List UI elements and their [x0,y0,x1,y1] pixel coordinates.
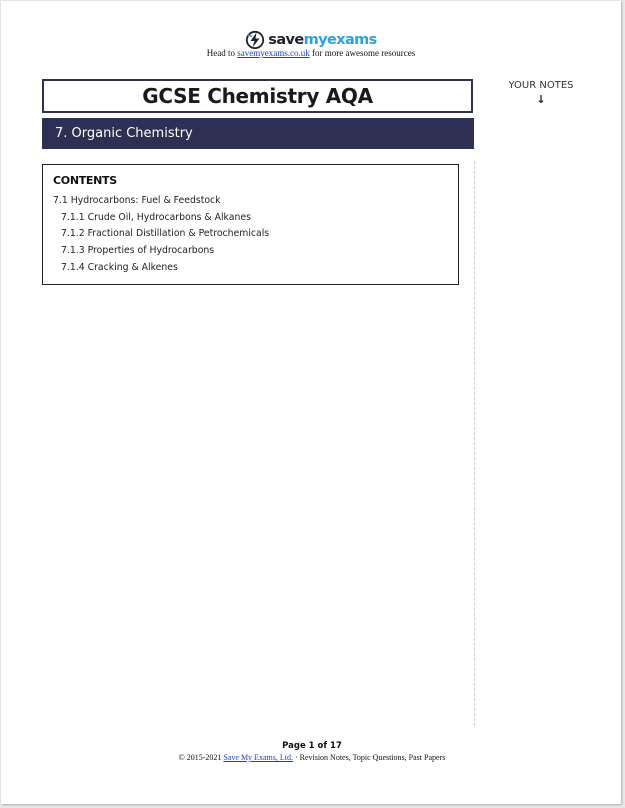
document-title: GCSE Chemistry AQA [142,84,373,108]
copyright-suffix: · Revision Notes, Topic Questions, Past Papers [294,753,446,762]
your-notes-label: YOUR NOTES [508,80,574,91]
section-title: 7. Organic Chemistry [55,126,193,141]
tagline-suffix: for more awesome resources [312,48,416,58]
page-number: Page 1 of 17 [282,741,342,751]
contents-box [42,164,459,285]
copyright-link[interactable]: Save My Exams, Ltd. [223,753,293,762]
logo-text [268,30,376,50]
contents-item[interactable]: 7.1 Hydrocarbons: Fuel & Feedstock [53,195,221,206]
logo-text-save: save [268,32,304,48]
logo-text-myexams: myexams [303,32,377,48]
tagline-prefix: Head to [206,48,236,58]
header-tagline [1,48,621,58]
contents-item[interactable]: 7.1.4 Cracking & Alkenes [61,261,178,273]
document-page [1,1,621,804]
contents-item[interactable]: 7.1.1 Crude Oil, Hydrocarbons & Alkanes [61,211,251,223]
contents-heading: CONTENTS [53,174,117,187]
contents-item[interactable]: 7.1.2 Fractional Distillation & Petrochemicals [61,228,270,240]
contents-list [53,193,269,276]
contents-item[interactable]: 7.1.3 Properties of Hydrocarbons [61,245,215,257]
document-title-box [42,79,473,113]
lightning-bolt-icon [245,30,265,50]
footer-copyright [1,753,623,762]
tagline-link[interactable]: savemyexams.co.uk [237,48,310,58]
copyright-year: © 2015-2021 [178,753,222,762]
notes-divider [474,161,475,726]
section-banner [42,118,474,149]
arrow-down-icon: ↓ [536,93,546,106]
